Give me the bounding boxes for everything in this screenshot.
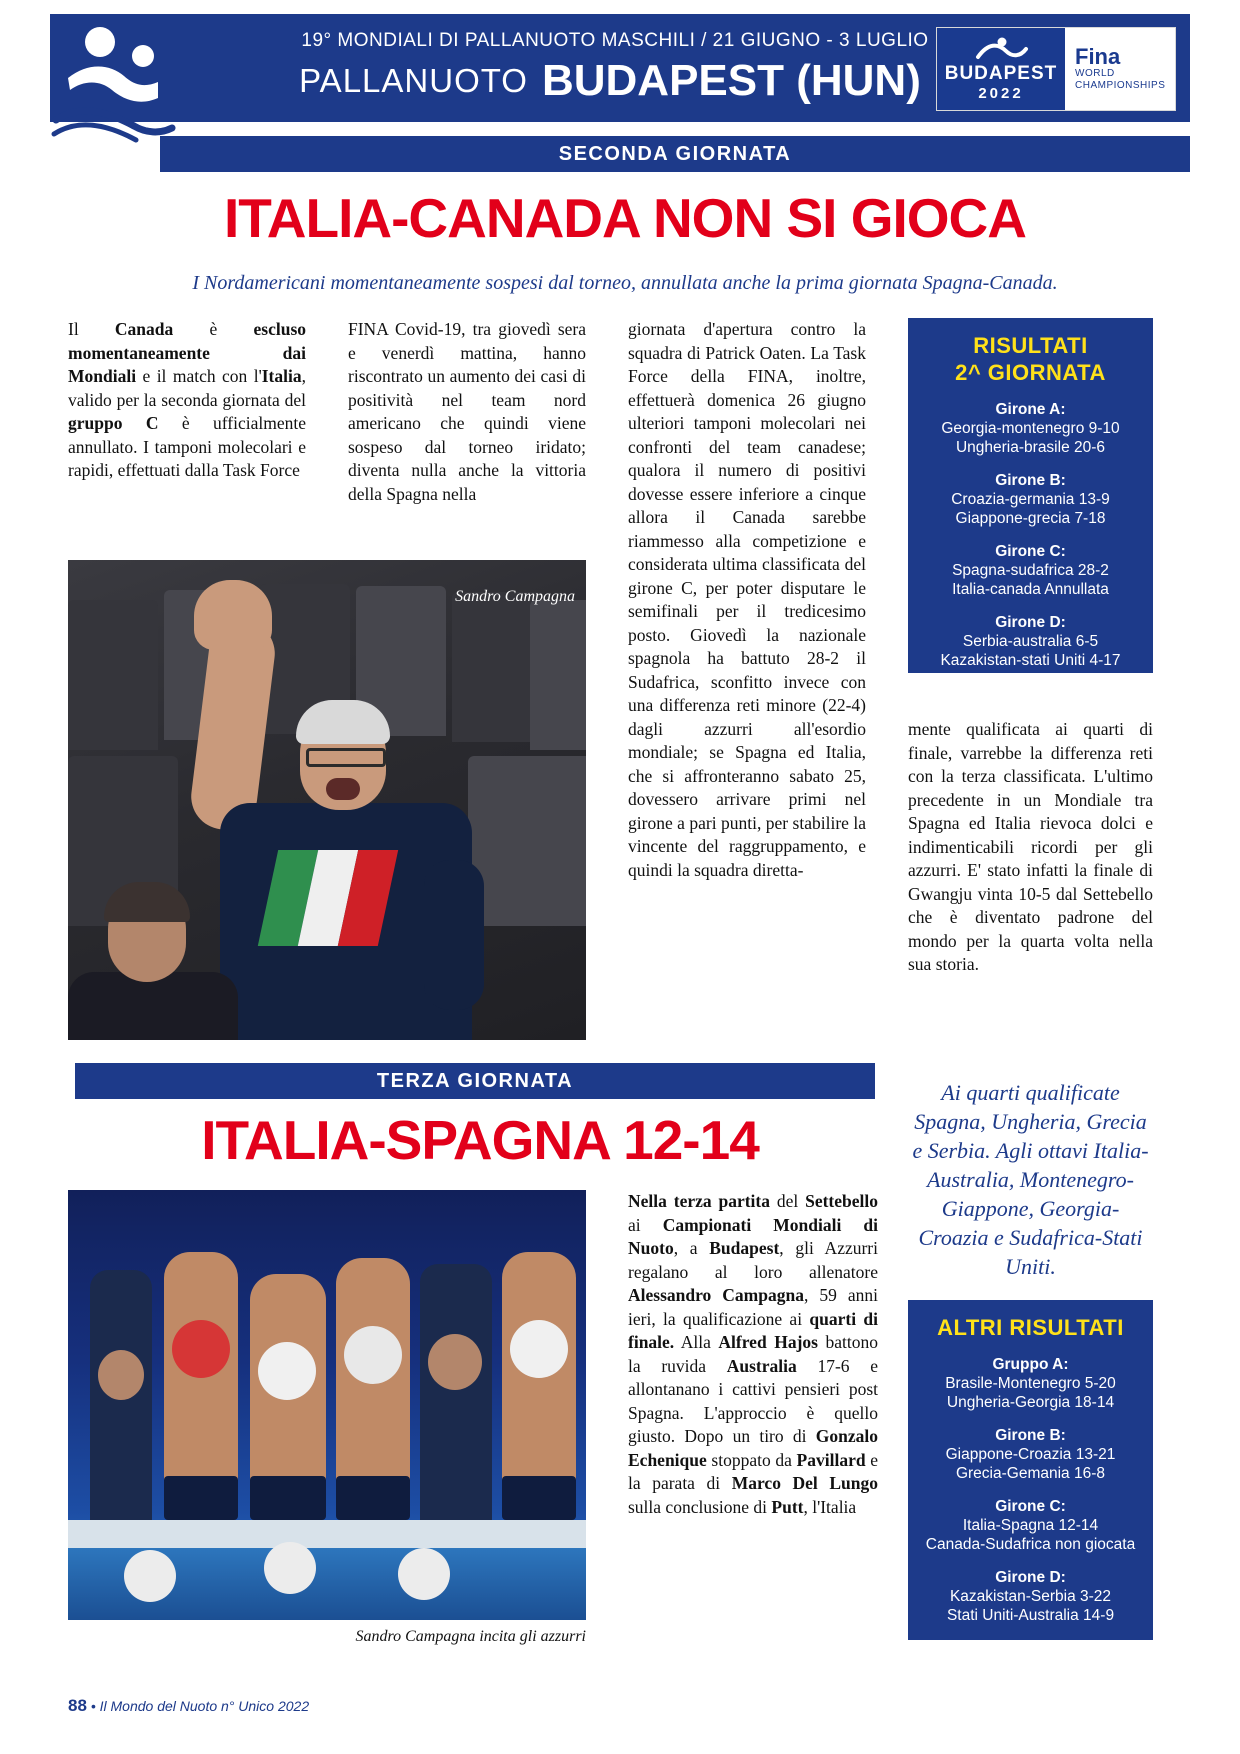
stadium-seat [68, 600, 158, 750]
result-line: Italia-Spagna 12-14 [962, 1517, 1099, 1534]
photo-caption-2: Sandro Campagna incita gli azzurri [355, 1628, 586, 1645]
player-cap-in-water [398, 1548, 450, 1600]
photo-team-azzurri [68, 1190, 586, 1620]
result-group-name: Gruppo A: [992, 1356, 1069, 1373]
results-box-2-title: ALTRI RISULTATI [937, 1315, 1124, 1340]
result-group [908, 400, 1153, 457]
result-group [908, 1497, 1153, 1554]
result-group-name: Girone C: [995, 543, 1066, 560]
player-cap-white [510, 1320, 568, 1378]
coach-hand [194, 580, 272, 650]
staff-head [428, 1334, 482, 1390]
result-line: Giappone-grecia 7-18 [955, 510, 1106, 527]
fina-text-block [1065, 46, 1175, 92]
player-cap-red [172, 1320, 230, 1378]
coach-hair [296, 700, 390, 744]
result-group [908, 1568, 1153, 1625]
result-group-name: Girone C: [995, 1498, 1066, 1515]
wave-logo-icon [972, 37, 1030, 63]
glasses-icon [306, 748, 386, 767]
results-box-second-day [908, 318, 1153, 673]
result-group-name: Girone B: [995, 472, 1066, 489]
article-column-1: Il Canada è escluso momentaneamente dai Mondiali e il match con l'Italia, valido per la seconda giornata del gruppo C è ufficialmente annullato. I tamponi molecolari e rapidi, effettuati dalla Task Force [68, 319, 306, 480]
results-title-line-2: 2^ GIORNATA [955, 360, 1106, 385]
result-group-name: Girone D: [995, 1569, 1066, 1586]
waterpolo-player-logo-icon [48, 16, 178, 146]
header-sport-label: PALLANUOTO [299, 62, 528, 99]
banner-terza-giornata: TERZA GIORNATA [75, 1063, 875, 1099]
results-title-line-1: RISULTATI [973, 333, 1088, 358]
stadium-seat [468, 756, 586, 926]
footer-text: • Il Mondo del Nuoto n° Unico 2022 [90, 1698, 310, 1714]
stadium-seat [530, 600, 586, 750]
results-groups-list-2 [908, 1355, 1153, 1625]
article-column-3: giornata d'apertura contro la squadra di Patrick Oaten. La Task Force della FINA, inoltre, effettuerà domenica 26 giugno ulteriori tamponi molecolari nei confronti del team canadese; qualora il numero di positivi dovesse essere inferiore a cinque allora il Canada sarebbe riammesso alla competizione e considerata ultima classificata del girone C, per poter disputare le semifinali per il tredicesimo posto. Giovedì la nazionale spagnola ha battuto 28-2 il Sudafrica, sconfitto invece con una differenza reti minore (22-4) dagli azzurri all'esordio mondiale; se Spagna ed Italia, che si affronteranno sabato 25, dovessero arrivare primi nel girone a pari punti, per stabilire la vincente del raggruppamento, e quindi la squadra diretta- [628, 319, 866, 880]
result-line: Italia-canada Annullata [952, 581, 1109, 598]
result-line: Grecia-Gemania 16-8 [955, 1465, 1106, 1482]
fina-sub-line-1: WORLD [1075, 68, 1115, 79]
pool-deck [68, 1520, 586, 1548]
player-suit [164, 1476, 238, 1520]
page-footer [68, 1696, 309, 1716]
result-line: Giappone-Croazia 13-21 [945, 1446, 1116, 1463]
result-group [908, 613, 1153, 670]
pull-quote: Ai quarti qualificate Spagna, Ungheria, Grecia e Serbia. Agli ottavi Italia-Australia, Montenegro-Giappone, Georgia-Croazia e Sudafrica-Stati Uniti. [912, 1080, 1149, 1279]
budapest-2022-logo [937, 28, 1065, 110]
result-line: Ungheria-brasile 20-6 [955, 439, 1106, 456]
result-line: Georgia-montenegro 9-10 [941, 420, 1120, 437]
article-column-2: FINA Covid-19, tra giovedì sera e venerdì mattina, hanno riscontrato un aumento dei casi di positività nel team nord americano che quindi viene sospeso dal torneo iridato; diventa nulla anche la vittoria della Spagna nella [348, 319, 586, 504]
page-title: ITALIA-CANADA NON SI GIOCA [223, 187, 1026, 249]
result-group-name: Girone D: [995, 614, 1066, 631]
result-group [908, 1426, 1153, 1483]
page-header [50, 14, 1190, 122]
staff-head [98, 1350, 144, 1400]
result-line: Canada-Sudafrica non giocata [925, 1536, 1136, 1553]
result-group [908, 542, 1153, 599]
player-cap-in-water [124, 1550, 176, 1602]
player-cap-white [344, 1326, 402, 1384]
results-box-other-results [908, 1300, 1153, 1640]
coach-mouth [326, 778, 360, 800]
header-event-line: 19° MONDIALI DI PALLANUOTO MASCHILI / 21 GIUGNO - 3 LUGLIO [301, 30, 929, 51]
page-number: 88 [68, 1696, 87, 1715]
result-line: Brasile-Montenegro 5-20 [945, 1375, 1116, 1392]
result-line: Spagna-sudafrica 28-2 [952, 562, 1109, 579]
staff-member [420, 1264, 492, 1520]
logo-city-text: BUDAPEST [944, 62, 1058, 84]
result-line: Stati Uniti-Australia 14-9 [946, 1607, 1115, 1624]
player-cap-in-water [264, 1542, 316, 1594]
result-group-name: Girone A: [995, 401, 1066, 418]
banner-seconda-giornata: SECONDA GIORNATA [160, 136, 1190, 172]
article-column-4: mente qualificata ai quarti di finale, varrebbe la differenza reti con la terza classificata. L'ultimo precedente in un Mondiale tra Spagna ed Italia rievoca dolci e indimenticabili ricordi per gli azzurri. E' stato infatti la finale di Gwangju vinta 10-5 dal Settebello che è diventato padrone del mondo per la quarta volta nella sua storia. [908, 719, 1153, 974]
photo-caption-1: Sandro Campagna [455, 588, 575, 605]
result-group [908, 471, 1153, 528]
logo-year-text: 2022 [978, 84, 1024, 102]
result-line: Kazakistan-stati Uniti 4-17 [940, 652, 1121, 669]
player-cap-white [258, 1342, 316, 1400]
header-city-label: BUDAPEST (HUN) [541, 56, 921, 105]
stadium-seat [452, 592, 542, 742]
fina-logo-box [936, 27, 1176, 111]
coach-arm [424, 860, 484, 1010]
result-group [908, 1355, 1153, 1412]
section-title-italia-spagna: ITALIA-SPAGNA 12-14 [201, 1109, 759, 1171]
result-line: Kazakistan-Serbia 3-22 [949, 1588, 1112, 1605]
player-suit [502, 1476, 576, 1520]
fina-sub-line-2: CHAMPIONSHIPS [1075, 80, 1166, 91]
results-groups-list [908, 400, 1153, 670]
result-line: Croazia-germania 13-9 [951, 491, 1110, 508]
player-suit [250, 1476, 326, 1520]
result-line: Ungheria-Georgia 18-14 [946, 1394, 1115, 1411]
results-box-title [908, 318, 1153, 386]
result-line: Serbia-australia 6-5 [962, 633, 1099, 650]
photo-coach-campagna [68, 560, 586, 1040]
subtitle: I Nordamericani momentaneamente sospesi dal torneo, annullata anche la prima giornata Spagna-Canada. [192, 272, 1058, 294]
player-suit [336, 1476, 410, 1520]
result-group-name: Girone B: [995, 1427, 1066, 1444]
header-title [200, 56, 1020, 106]
article-column-5: Nella terza partita del Settebello ai Campionati Mondiali di Nuoto, a Budapest, gli Azzurri regalano al loro allenatore Alessandro Campagna, 59 anni ieri, la qualificazione ai quarti di finale. Alla Alfred Hajos battono la ruvida Australia 17-6 e allontanano i cattivi pensieri post Spagna. L'approccio è quello giusto. Dopo un tiro di Gonzalo Echenique stoppato da Pavillard e la parata di Marco Del Lungo sulla conclusione di Putt, l'Italia [628, 1191, 878, 1517]
background-person-body [68, 972, 238, 1040]
fina-brand-name: Fina [1075, 44, 1121, 69]
